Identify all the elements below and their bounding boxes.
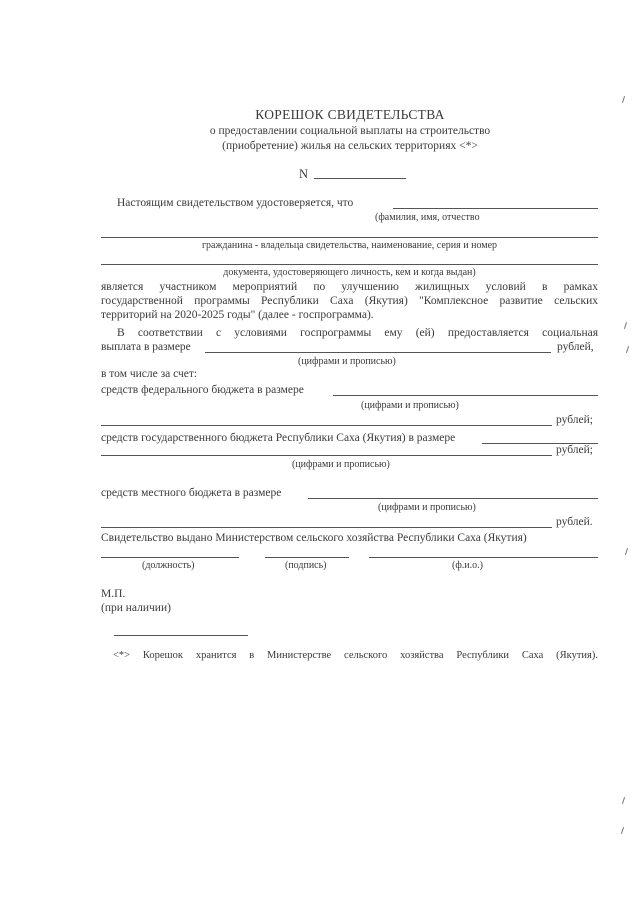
payment-amount-line bbox=[205, 352, 551, 353]
hint-payment-amount: (цифрами и прописью) bbox=[298, 356, 396, 367]
hint-document: документа, удостоверяющего личность, кем и когда выдан) bbox=[223, 267, 476, 278]
sign-signature-caption: (подпись) bbox=[285, 560, 327, 571]
state-currency: рублей; bbox=[556, 444, 593, 456]
state-amount-line-2 bbox=[101, 455, 552, 456]
sign-fio-caption: (ф.и.о.) bbox=[452, 560, 483, 571]
federal-currency: рублей; bbox=[556, 414, 593, 426]
document-title: КОРЕШОК СВИДЕТЕЛЬСТВА bbox=[255, 107, 445, 122]
document-field-line bbox=[101, 264, 598, 265]
number-label: N bbox=[299, 167, 309, 181]
local-amount-line bbox=[308, 498, 598, 499]
federal-amount-line bbox=[333, 395, 598, 396]
state-label: средств государственного бюджета Республики Саха (Якутия) в размере bbox=[101, 432, 456, 444]
hint-local-amount: (цифрами и прописью) bbox=[378, 502, 476, 513]
payment-label: выплата в размере bbox=[101, 341, 191, 353]
local-label: средств местного бюджета в размере bbox=[101, 487, 282, 499]
sign-position-caption: (должность) bbox=[142, 560, 195, 571]
participant-line-2: государственной программы Республики Саха (Якутия) "Комплексное развитие сельских bbox=[101, 295, 598, 307]
certify-text: Настоящим свидетельством удостоверяется, что bbox=[117, 197, 354, 209]
stamp-note: (при наличии) bbox=[101, 602, 171, 614]
participant-line-1: является участником мероприятий по улучшению жилищных условий в рамках bbox=[101, 281, 598, 293]
scan-mark bbox=[624, 322, 627, 329]
scan-mark bbox=[626, 346, 629, 353]
position-line bbox=[101, 557, 239, 558]
local-currency: рублей. bbox=[556, 516, 593, 528]
fio-field-line bbox=[393, 208, 598, 209]
federal-label: средств федерального бюджета в размере bbox=[101, 384, 304, 396]
scan-mark bbox=[621, 827, 624, 834]
issued-by: Свидетельство выдано Министерством сельского хозяйства Республики Саха (Якутия) bbox=[101, 532, 527, 544]
scan-mark bbox=[622, 96, 625, 103]
including-label: в том числе за счет: bbox=[101, 368, 198, 380]
local-amount-line-2 bbox=[101, 527, 552, 528]
document-subtitle-line-1: о предоставлении социальной выплаты на строительство bbox=[209, 125, 491, 137]
footnote-separator bbox=[114, 635, 248, 636]
participant-line-3: территорий на 2020-2025 годы" (далее - госпрограмма). bbox=[101, 309, 374, 321]
hint-citizen: гражданина - владельца свидетельства, наименование, серия и номер bbox=[201, 240, 498, 251]
citizen-field-line bbox=[101, 237, 598, 238]
scan-mark bbox=[625, 548, 628, 555]
hint-fio: (фамилия, имя, отчество bbox=[375, 212, 480, 223]
fio-sign-line bbox=[369, 557, 598, 558]
hint-state-amount: (цифрами и прописью) bbox=[292, 459, 390, 470]
footnote: <*> Корешок хранится в Министерстве сельского хозяйства Республики Саха (Якутия). bbox=[113, 650, 598, 661]
document-subtitle-line-2: (приобретение) жилья на сельских территориях <*> bbox=[222, 140, 478, 152]
hint-federal-amount: (цифрами и прописью) bbox=[361, 400, 459, 411]
signature-line bbox=[265, 557, 349, 558]
stamp-label: М.П. bbox=[101, 588, 126, 600]
scan-mark bbox=[622, 797, 625, 804]
accordance-line: В соответствии с условиями госпрограммы ему (ей) предоставляется социальная bbox=[117, 327, 598, 339]
payment-currency: рублей, bbox=[557, 341, 594, 353]
federal-amount-line-2 bbox=[101, 425, 552, 426]
number-field-line bbox=[314, 178, 406, 179]
